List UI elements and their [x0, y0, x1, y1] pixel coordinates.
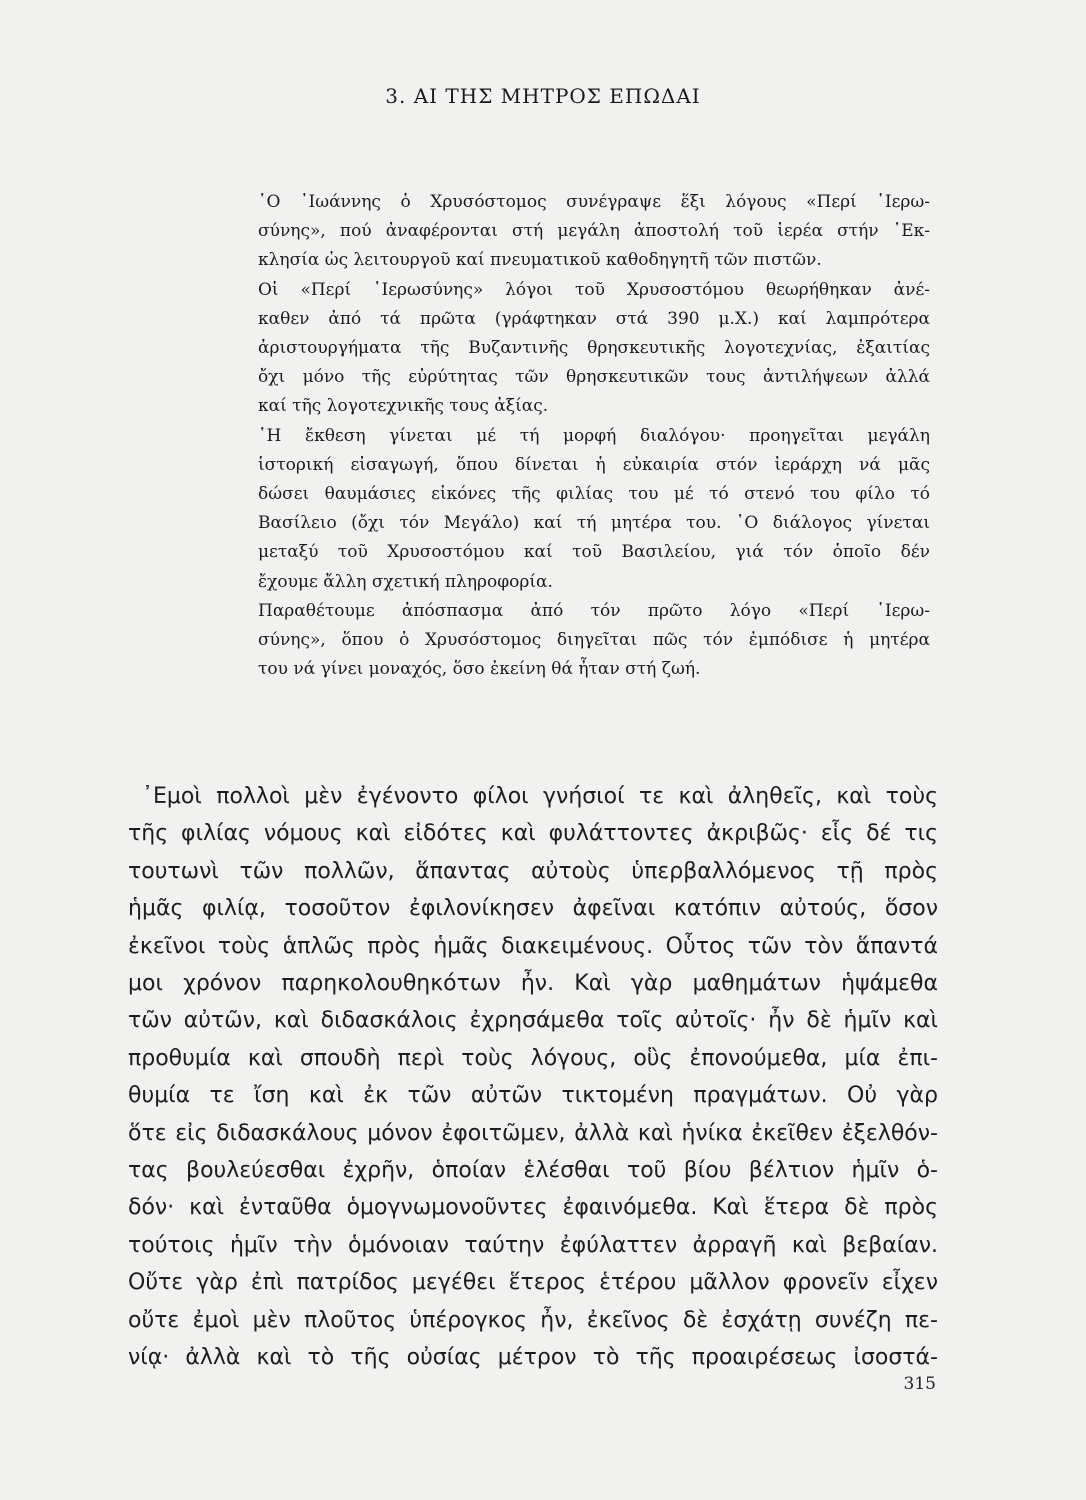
intro-paragraph: [234, 597, 930, 685]
introduction: [234, 188, 930, 684]
quote-line: προθυμία καὶ σπουδὴ περὶ τοὺς λόγους, οὓς ἐπονούμεθα, μία ἐπι-: [128, 1045, 938, 1071]
quote-line: Οὔτε γὰρ ἐπὶ πατρίδος μεγέθει ἕτερος ἑτέρου μᾶλλον φρονεῖν εἶχεν: [128, 1270, 938, 1296]
quote-line: τούτοις ἡμῖν τὴν ὁμόνοιαν ταύτην ἐφύλαττεν ἀρραγῆ καὶ βεβαίαν.: [128, 1232, 938, 1258]
text-line: σύνης», πού ἀναφέρονται στή μεγάλη ἀποστολή τοῦ ἱερέα στήν ᾿Εκ-: [258, 221, 930, 242]
greek-quotation: [128, 778, 938, 1377]
text-line: Οἱ «Περί ῾Ιερωσύνης» λόγοι τοῦ Χρυσοστόμου θεωρήθηκαν ἀνέ-: [258, 279, 930, 300]
quote-line: τῶν αὐτῶν, καὶ διδασκάλοις ἐχρησάμεθα τοῖς αὐτοῖς· ἦν δὲ ἡμῖν καὶ: [128, 1008, 938, 1034]
text-line: Παραθέτουμε ἀπόσπασμα ἀπό τόν πρῶτο λόγο «Περί ῾Ιερω-: [258, 600, 930, 621]
text-line: ἱστορική εἰσαγωγή, ὅπου δίνεται ἡ εὐκαιρία στόν ἱεράρχη νά μᾶς: [258, 454, 930, 475]
text-line: ὄχι μόνο τῆς εὐρύτητας τῶν θρησκευτικῶν τους ἀντιλήψεων ἀλλά: [258, 367, 930, 388]
text-line: κλησία ὡς λειτουργοῦ καί πνευματικοῦ καθοδηγητῆ τῶν πιστῶν.: [258, 250, 822, 271]
quote-line: τουτωνὶ τῶν πολλῶν, ἅπαντας αὐτοὺς ὑπερβαλλόμενος τῇ πρὸς: [128, 858, 938, 884]
text-line: του νά γίνει μοναχός, ὅσο ἐκείνη θά ἦταν στή ζωή.: [258, 659, 701, 680]
quote-line: τῆς φιλίας νόμους καὶ εἰδότες καὶ φυλάττοντες ἀκριβῶς· εἷς δέ τις: [128, 821, 938, 847]
text-line: ἔχουμε ἄλλη σχετική πληροφορία.: [258, 571, 553, 592]
text-line: ῾Ο ᾿Ιωάννης ὁ Χρυσόστομος συνέγραψε ἕξι λόγους «Περί ῾Ιερω-: [258, 192, 930, 212]
quote-line: ἡμᾶς φιλίᾳ, τοσοῦτον ἐφιλονίκησεν ἀφεῖναι κατόπιν αὐτούς, ὅσον: [128, 896, 938, 922]
quote-line: οὔτε ἐμοὶ μὲν πλοῦτος ὑπέρογκος ἦν, ἐκεῖνος δὲ ἐσχάτῃ συνέζη πε-: [128, 1307, 938, 1333]
intro-paragraph: [234, 188, 930, 276]
intro-paragraph: [234, 422, 930, 597]
quote-line: τας βουλεύεσθαι ἐχρῆν, ὁποίαν ἑλέσθαι τοῦ βίου βέλτιον ἡμῖν ὁ-: [128, 1158, 938, 1184]
page-number: 315: [903, 1374, 936, 1394]
chapter-title: 3. ΑΙ ΤΗΣ ΜΗΤΡΟΣ ΕΠΩΔΑΙ: [385, 84, 701, 108]
quote-line: ὅτε εἰς διδασκάλους μόνον ἐφοιτῶμεν, ἀλλὰ καὶ ἡνίκα ἐκεῖθεν ἐξελθόν-: [128, 1120, 938, 1146]
intro-paragraph: [234, 276, 930, 422]
text-line: ῾Η ἔκθεση γίνεται μέ τή μορφή διαλόγου· προηγεῖται μεγάλη: [258, 425, 930, 446]
text-line: Βασίλειο (ὄχι τόν Μεγάλο) καί τή μητέρα του. ῾Ο διάλογος γίνεται: [258, 513, 930, 534]
text-line: καί τῆς λογοτεχνικῆς τους ἀξίας.: [258, 396, 549, 417]
quote-line: δόν· καὶ ἐνταῦθα ὁμογνωμονοῦντες ἐφαινόμεθα. Καὶ ἕτερα δὲ πρὸς: [128, 1195, 938, 1221]
quote-line: ᾿Εμοὶ πολλοὶ μὲν ἐγένοντο φίλοι γνήσιοί τε καὶ ἀληθεῖς, καὶ τοὺς: [142, 784, 938, 809]
text-line: σύνης», ὅπου ὁ Χρυσόστομος διηγεῖται πῶς τόν ἐμπόδισε ἡ μητέρα: [258, 630, 930, 651]
text-line: δώσει θαυμάσιες εἰκόνες τῆς φιλίας του μέ τό στενό του φίλο τό: [258, 484, 930, 505]
quote-line: θυμία τε ἴση καὶ ἐκ τῶν αὐτῶν τικτομένη πραγμάτων. Οὐ γὰρ: [128, 1083, 938, 1109]
text-line: καθεν ἀπό τά πρῶτα (γράφτηκαν στά 390 μ.Χ.) καί λαμπρότερα: [258, 308, 930, 329]
quote-line: νίᾳ· ἀλλὰ καὶ τὸ τῆς οὐσίας μέτρον τὸ τῆς προαιρέσεως ἰσοστά-: [128, 1345, 938, 1371]
quote-line: ἐκεῖνοι τοὺς ἁπλῶς πρὸς ἡμᾶς διακειμένους. Οὗτος τῶν τὸν ἅπαντά: [128, 933, 938, 959]
text-line: μεταξύ τοῦ Χρυσοστόμου καί τοῦ Βασιλείου, γιά τόν ὁποῖο δέν: [258, 542, 930, 563]
quote-line: μοι χρόνον παρηκολουθηκότων ἦν. Καὶ γὰρ μαθημάτων ἡψάμεθα: [128, 971, 938, 997]
text-line: ἀριστουργήματα τῆς Βυζαντινῆς θρησκευτικῆς λογοτεχνίας, ἐξαιτίας: [258, 338, 930, 359]
